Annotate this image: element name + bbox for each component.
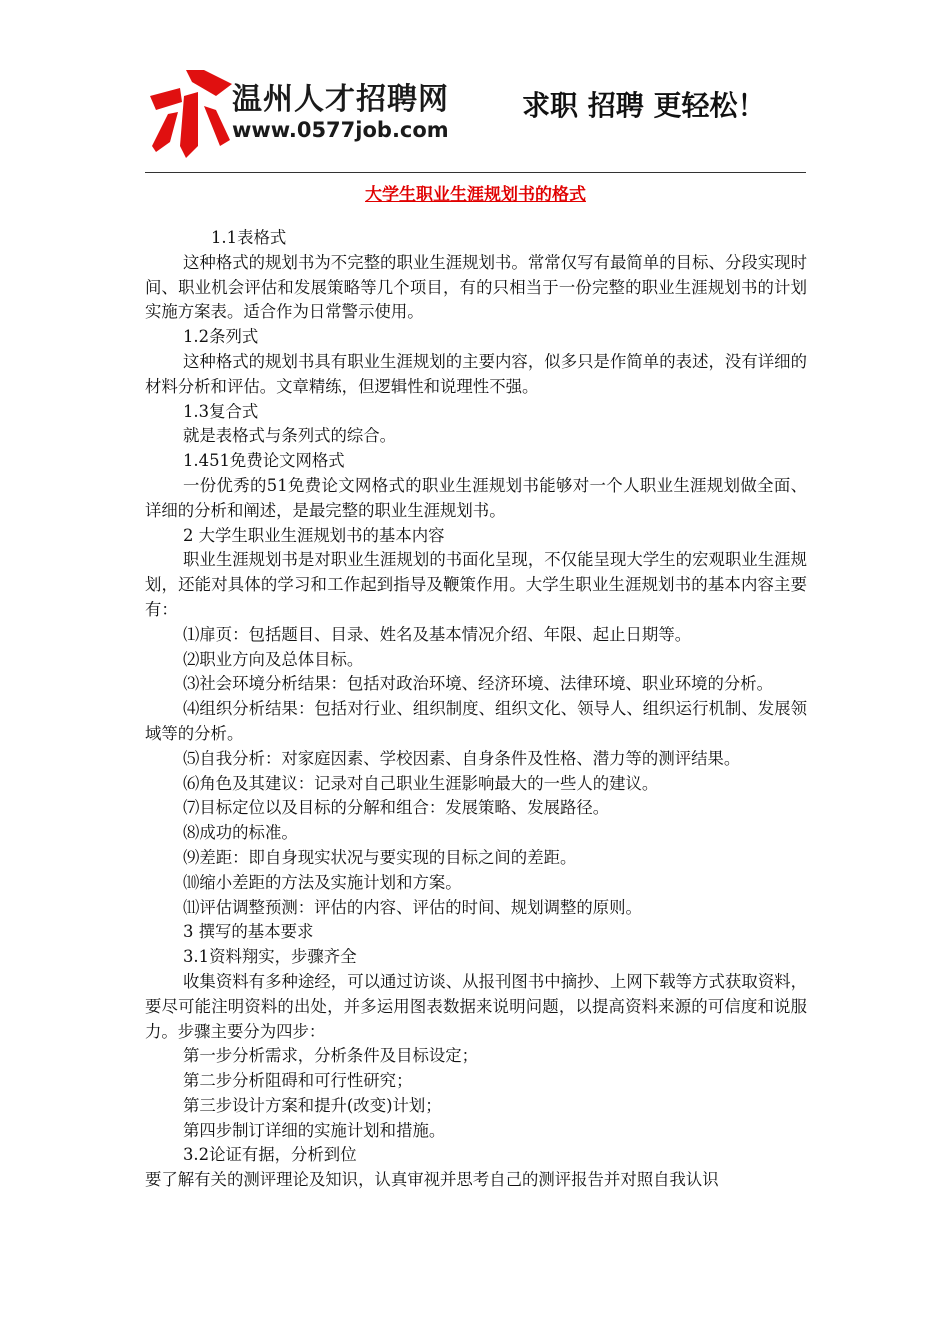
section-heading-3: 3 撰写的基本要求	[183, 922, 314, 942]
header-slogan: 求职 招聘 更轻松！	[522, 89, 766, 122]
section-heading-1-4: 1.451免费论文网格式	[183, 451, 345, 471]
section-heading-3-1: 3.1资料翔实，步骤齐全	[183, 947, 357, 967]
section-heading-3-2: 3.2论证有据，分析到位	[183, 1145, 357, 1165]
section-heading-1-2: 1.2条列式	[183, 327, 259, 347]
list-item: ⑶社会环境分析结果：包括对政治环境、经济环境、法律环境、职业环境的分析。	[183, 674, 774, 694]
logo-url: www.0577job.com	[232, 118, 449, 142]
step-item: 第一步分析需求，分析条件及目标设定；	[183, 1046, 479, 1066]
list-item: ⑸自我分析：对家庭因素、学校因素、自身条件及性格、潜力等的测评结果。	[183, 748, 741, 768]
step-item: 第三步设计方案和提升(改变)计划；	[183, 1095, 442, 1115]
document-title: 大学生职业生涯规划书的格式	[365, 185, 586, 205]
list-item: ⑹角色及其建议：记录对自己职业生涯影响最大的一些人的建议。	[183, 773, 659, 793]
logo-name: 温州人才招聘网	[232, 82, 449, 117]
list-item: ⑴扉页：包括题目、目录、姓名及基本情况介绍、年限、起止日期等。	[183, 624, 692, 644]
paragraph-3: 就是表格式与条列式的综合。	[183, 426, 397, 446]
site-header	[140, 62, 810, 172]
paragraph-5: 职业生涯规划书是对职业生涯规划的书面化呈现，不仅能呈现大学生的宏观职业生涯规划，还能对具体的学习和工作起到指导及鞭策作用。大学生职业生涯规划书的基本内容主要有：	[145, 550, 807, 619]
step-item: 第二步分析阻碍和可行性研究；	[183, 1071, 413, 1091]
list-item: ⑻成功的标准。	[183, 823, 298, 843]
header-divider	[145, 172, 806, 173]
step-item: 第四步制订详细的实施计划和措施。	[183, 1120, 446, 1140]
paragraph-4: 一份优秀的51免费论文网格式的职业生涯规划书能够对一个人职业生涯规划做全面、详细的分析和阐述，是最完整的职业生涯规划书。	[145, 475, 807, 520]
list-item: ⑼差距：即自身现实状况与要实现的目标之间的差距。	[183, 847, 577, 867]
section-heading-2: 2 大学生职业生涯规划书的基本内容	[183, 525, 445, 545]
paragraph-6: 收集资料有多种途经，可以通过访谈、从报刊图书中摘抄、上网下载等方式获取资料，要尽可能注明资料的出处，并多运用图表数据来说明问题，以提高资料来源的可信度和说服力。步骤主要分为四步：	[145, 971, 807, 1041]
list-item: ⑾评估调整预测：评估的内容、评估的时间、规划调整的原则。	[183, 897, 642, 917]
paragraph-2: 这种格式的规划书具有职业生涯规划的主要内容，似多只是作简单的表述，没有详细的材料分析和评估。文章精练，但逻辑性和说理性不强。	[145, 351, 807, 396]
paragraph-7: 要了解有关的测评理论及知识，认真审视并思考自己的测评报告并对照自我认识	[145, 1170, 719, 1190]
paragraph-1: 这种格式的规划书为不完整的职业生涯规划书。常常仅写有最简单的目标、分段实现时间、职业机会评估和发展策略等几个项目，有的只相当于一份完整的职业生涯规划书的计划实施方案表。适合作为日常警示使用。	[145, 252, 807, 322]
document-body	[145, 226, 807, 1193]
list-item: ⑵职业方向及总体目标。	[183, 649, 364, 669]
section-heading-1-1: 1.1表格式	[211, 228, 287, 247]
list-item: ⑷组织分析结果：包括对行业、组织制度、组织文化、领导人、组织运行机制、发展领域等的分析。	[145, 699, 807, 743]
list-item: ⑺目标定位以及目标的分解和组合：发展策略、发展路径。	[183, 798, 610, 818]
logo-icon	[146, 66, 232, 158]
section-heading-1-3: 1.3复合式	[183, 401, 259, 421]
list-item: ⑽缩小差距的方法及实施计划和方案。	[183, 872, 462, 892]
